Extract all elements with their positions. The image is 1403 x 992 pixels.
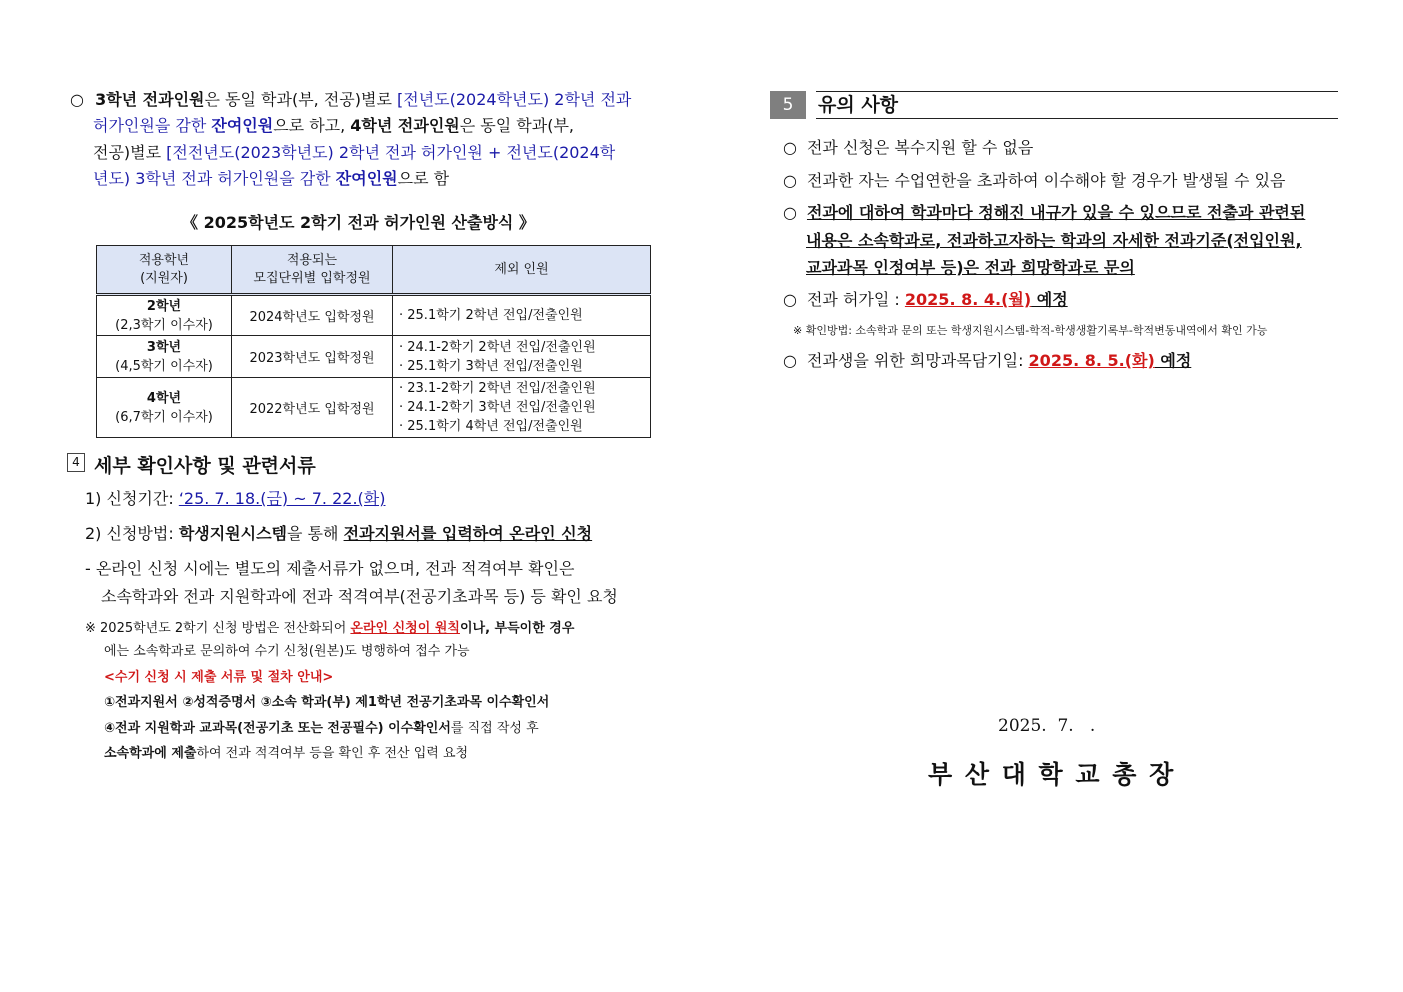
notice-item-1: ○ 전과 신청은 복수지원 할 수 없음 <box>783 138 1034 157</box>
manual-note-2: 에는 소속학과로 문의하여 수기 신청(원본)도 병행하여 접수 가능 <box>104 644 470 659</box>
excluded-cell: · 23.1-2학기 2학년 전입/전출인원 · 24.1-2학기 3학년 전입/전출인원 · 25.1학기 4학년 전입/전출인원 <box>393 378 651 438</box>
section-5-number: 5 <box>770 91 806 119</box>
notice-item-3-line-3: 교과과목 인정여부 등)은 전과 희망학과로 문의 <box>806 258 1135 277</box>
header-quota: 적용되는 모집단위별 입학정원 <box>232 246 393 295</box>
notice-item-5: ○ 전과생을 위한 희망과목담기일: 2025. 8. 5.(화) 예정 <box>783 351 1192 370</box>
online-note-1: - 온라인 신청 시에는 별도의 제출서류가 없으며, 전과 적격여부 확인은 <box>85 559 575 578</box>
excluded-cell: · 24.1-2학기 2학년 전입/전출인원 · 25.1학기 3학년 전입/전출인원 <box>393 336 651 378</box>
apply-method: 2) 신청방법: 학생지원시스템을 통해 전과지원서를 입력하여 온라인 신청 <box>85 524 593 543</box>
table-row <box>97 378 651 438</box>
bullet-icon: ○ <box>783 171 797 190</box>
bullet-icon: ○ <box>783 290 797 309</box>
apply-period: 1) 신청기간: ‘25. 7. 18.(금) ~ 7. 22.(화) <box>85 489 386 508</box>
confirm-method-note: ※ 확인방법: 소속학과 문의 또는 학생지원시스템-학적-학생생활기록부-학적변동내역에서 확인 가능 <box>793 324 1268 337</box>
manual-guide-1: ①전과지원서 ②성적증명서 ③소속 학과(부) 제1학년 전공기초과목 이수확인서 <box>104 695 550 710</box>
notice-item-4: ○ 전과 허가일 : 2025. 8. 4.(월) 예정 <box>783 290 1068 309</box>
manual-guide-3: 소속학과에 제출하여 전과 적격여부 등을 확인 후 전산 입력 요청 <box>104 746 469 761</box>
grade-cell: 3학년 (4,5학기 이수자) <box>97 336 232 378</box>
table-row <box>97 295 651 336</box>
intro-line-1: ○ 3학년 전과인원은 동일 학과(부, 전공)별로 [전년도(2024학년도) 2학년 전과 <box>70 90 632 109</box>
bullet-icon: ○ <box>783 351 797 370</box>
intro-line-2: 허가인원을 감한 잔여인원으로 하고, 4학년 전과인원은 동일 학과(부, <box>93 116 574 135</box>
notice-item-2: ○ 전과한 자는 수업연한을 초과하여 이수해야 할 경우가 발생될 수 있음 <box>783 171 1286 190</box>
quota-cell: 2023학년도 입학정원 <box>232 336 393 378</box>
grade-cell: 2학년 (2,3학기 이수자) <box>97 295 232 336</box>
quota-cell: 2022학년도 입학정원 <box>232 378 393 438</box>
notice-item-3-line-2: 내용은 소속학과로, 전과하고자하는 학과의 자세한 전과기준(전입인원, <box>806 231 1302 250</box>
section-4-number: 4 <box>67 453 85 472</box>
quota-cell: 2024학년도 입학정원 <box>232 295 393 336</box>
president-signature: 부 산 대 학 교 총 장 <box>928 760 1176 789</box>
manual-guide-title: <수기 신청 시 제출 서류 및 절차 안내> <box>104 670 334 685</box>
bullet-icon: ○ <box>783 203 797 222</box>
manual-guide-2: ④전과 지원학과 교과목(전공기초 또는 전공필수) 이수확인서를 직접 작성 후 <box>104 721 539 736</box>
notice-item-3: ○ 전과에 대하여 학과마다 정해진 내규가 있을 수 있으므로 전출과 관련된 <box>783 203 1306 222</box>
grade-cell: 4학년 (6,7학기 이수자) <box>97 378 232 438</box>
intro-line-3: 전공)별로 [전전년도(2023학년도) 2학년 전과 허가인원 + 전년도(2024학 <box>93 143 616 162</box>
bullet-icon: ○ <box>783 138 797 157</box>
document-date: 2025. 7. . <box>998 716 1096 736</box>
table-title: 《 2025학년도 2학기 전과 허가인원 산출방식 》 <box>182 213 535 232</box>
permission-table <box>96 245 651 438</box>
intro-line-4: 년도) 3학년 전과 허가인원을 감한 잔여인원으로 함 <box>93 169 450 188</box>
section-5-title: 유의 사항 <box>816 91 1338 119</box>
section-4-title: 세부 확인사항 및 관련서류 <box>94 455 316 477</box>
bullet-icon: ○ <box>70 90 84 109</box>
header-grade: 적용학년 (지원자) <box>97 246 232 295</box>
table-header-row <box>97 246 651 295</box>
manual-note-1: ※ 2025학년도 2학기 신청 방법은 전산화되어 온라인 신청이 원칙이나, 부득이한 경우 <box>85 621 575 636</box>
header-excluded: 제외 인원 <box>393 246 651 295</box>
online-note-2: 소속학과와 전과 지원학과에 전과 적격여부(전공기초과목 등) 등 확인 요청 <box>101 587 618 606</box>
table-row <box>97 336 651 378</box>
excluded-cell: · 25.1학기 2학년 전입/전출인원 <box>393 295 651 336</box>
